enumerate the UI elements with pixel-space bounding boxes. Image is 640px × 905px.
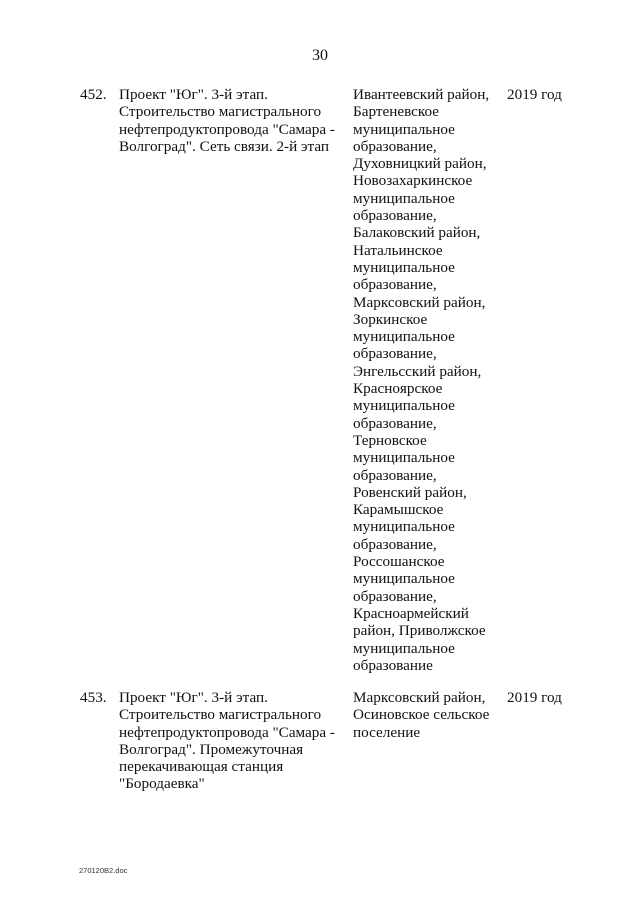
footer-file-name: 270120В2.doc <box>79 866 128 875</box>
project-name: Проект "Юг". 3-й этап. Строительство магистрального нефтепродуктопровода "Самара - Волгоград". Сеть связи. 2-й этап <box>119 86 335 155</box>
page-number: 30 <box>312 47 328 64</box>
project-year: 2019 год <box>507 689 562 706</box>
row-number: 453. <box>80 689 107 706</box>
row-number: 452. <box>80 86 107 103</box>
project-location: Марксовский район, Осиновское сельское поселение <box>353 689 490 741</box>
project-name: Проект "Юг". 3-й этап. Строительство магистрального нефтепродуктопровода "Самара - Волгоград". Промежуточная перекачивающая станция "Бородаевка" <box>119 689 335 793</box>
project-year: 2019 год <box>507 86 562 103</box>
project-location: Ивантеевский район, Бартеневское муниципальное образование, Духовницкий район, Новозахаркинское муниципальное образование, Балаковский район, Натальинское муниципальное образование, Марксовский район, Зоркинское муниципальное образование, Энгельсский район, Краснoярское муниципальное образование, Терновское муниципальное образование, Ровенский район, Карамышское муниципальное образование, Россошанское муниципальное образование, Красноармейский район, Приволжское муниципальное образование <box>353 86 490 674</box>
